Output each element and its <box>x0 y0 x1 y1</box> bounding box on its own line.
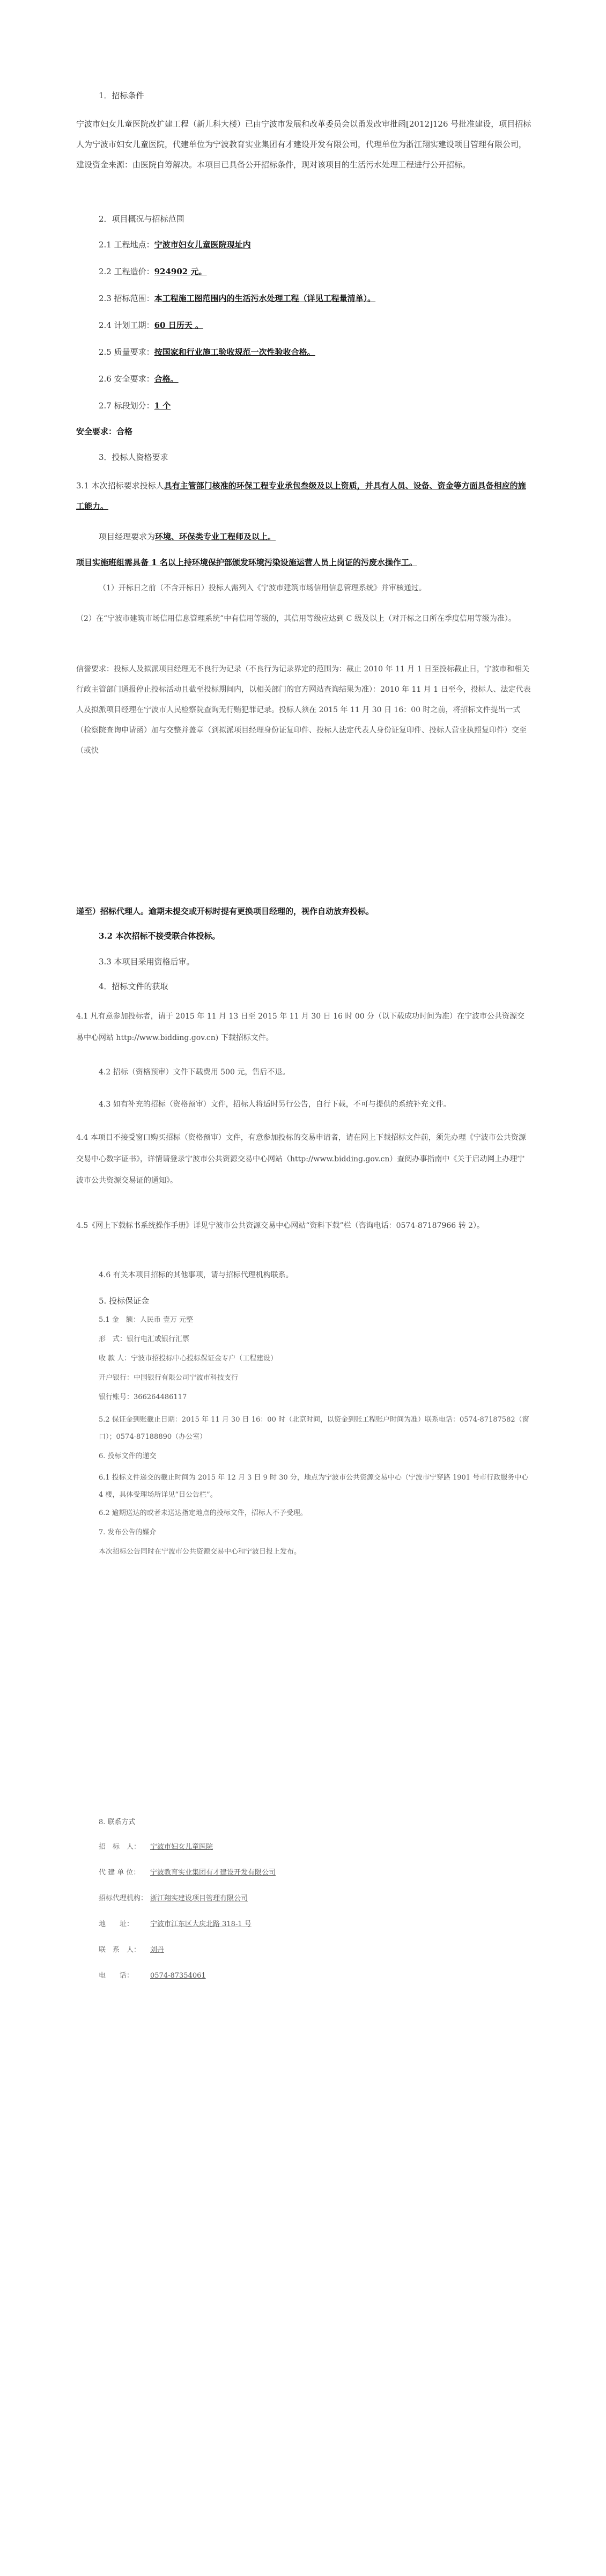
item-2-4-label: 2.4 计划工期： <box>99 320 154 330</box>
section-3-pm-requirement: 环境、环保类专业工程师及以上。 <box>155 532 276 541</box>
section-8-heading: 8. 联系方式 <box>99 1818 136 1826</box>
section-1-paragraph: 宁波市妇女儿童医院改扩建工程（新儿科大楼）已由宁波市发展和改革委员会以甬发改审批函[2012]126 号批准建设，项目招标人为宁波市妇女儿童医院，代建单位为宁波教育实业集团有才建设开发有限公司，代理单位为浙江翔实建设项目管理有限公司，建设资金来源：由医院自筹解决。本项目已具备公开招标条件，现对该项目的生活污水处理工程进行公开招标。 <box>76 119 531 170</box>
item-2-5-value: 按国家和行业施工验收规范一次性验收合格。 <box>154 347 315 357</box>
section-3-pm-prefix: 项目经理要求为 <box>99 532 156 541</box>
section-6-2: 6.2 逾期送达的或者未送达指定地点的投标文件，招标人不予受理。 <box>99 1509 307 1517</box>
item-2-3-value: 本工程施工图范围内的生活污水处理工程（详见工程量清单）。 <box>154 294 376 303</box>
contact-builder-label: 代 建 单 位： <box>99 1869 141 1877</box>
section-3-deadline-note <box>76 906 374 917</box>
item-2-4 <box>99 320 203 331</box>
contact-agency-label: 招标代理机构： <box>99 1894 148 1902</box>
section-4-4: 4.4 本项目不接受窗口购买招标（资格预审）文件，有意参加投标的交易申请者，请在网上下载招标文件前，须先办理《宁波市公共资源交易中心数字证书》，详情请登录宁波市公共资源交易中心网站（http://www.bidding.gov.cn）查阅办事指南中《关于启动网上办理宁波市公共资源交易证的通知》。 <box>76 1133 526 1185</box>
section-3-1-qualification: 具有主管部门核准的环保工程专业承包叁级及以上资质，并具有人员、设备、资金等方面具备相应的施工能力。 <box>76 481 526 511</box>
section-3-heading: 3．投标人资格要求 <box>99 452 168 462</box>
section-5-heading: 5. 投标保证金 <box>99 1296 150 1306</box>
deposit-account: 银行账号：366264486117 <box>99 1393 187 1401</box>
section-3-cond-1: （1）开标日之前（不含开标日）投标人需列入《宁波市建筑市场信用信息管理系统》并审核通过。 <box>99 584 426 592</box>
section-4-3: 4.3 如有补充的招标（资格预审）文件，招标人将适时另行公告，自行下载，不可与提供的系统补充文件。 <box>99 1100 451 1109</box>
contact-address <box>99 1919 252 1930</box>
section-6-1: 6.1 投标文件递交的截止时间为 2015 年 12 月 3 日 9 时 30 分，地点为宁波市公共资源交易中心（宁波市宁穿路 1901 号市行政服务中心 4 楼，具体受理场所详见“日公告栏”。 <box>99 1474 529 1499</box>
section-4-heading: 4．招标文件的获取 <box>99 982 168 991</box>
contact-builder-value: 宁波教育实业集团有才建设开发有限公司 <box>150 1869 276 1877</box>
contact-phone <box>99 1971 206 1981</box>
deposit-amount: 5.1 金 额：人民币 壹万 元整 <box>99 1316 194 1324</box>
deposit-form: 形 式：银行电汇或银行汇票 <box>99 1335 190 1343</box>
contact-tenderer-label: 招 标 人： <box>99 1843 141 1851</box>
item-2-2-label: 2.2 工程造价： <box>99 267 154 276</box>
contact-builder <box>99 1868 276 1878</box>
item-2-6 <box>99 374 179 384</box>
section-3-cond-2: （2）在“宁波市建筑市场信用信息管理系统”中有信用等级的，其信用等级应达到 C 级及以上（对开标之日所在季度信用等级为准）。 <box>76 614 516 623</box>
section-1-heading: 1．招标条件 <box>99 91 144 100</box>
contact-agency-value: 浙江翔实建设项目管理有限公司 <box>150 1894 248 1902</box>
item-2-3 <box>99 293 375 304</box>
contact-phone-value: 0574-87354061 <box>150 1972 206 1980</box>
contact-phone-label: 电 话： <box>99 1972 134 1980</box>
item-2-7-value: 1 个 <box>154 401 171 411</box>
deposit-bank: 开户银行：中国银行有限公司宁波市科技支行 <box>99 1374 239 1382</box>
section-4-2: 4.2 招标（资格预审）文件下载费用 500 元，售后不退。 <box>99 1068 290 1077</box>
contact-address-value: 宁波市江东区大庆北路 318-1 号 <box>150 1920 252 1928</box>
section-7-heading: 7. 发布公告的媒介 <box>99 1528 157 1536</box>
item-2-6-label: 2.6 安全要求： <box>99 374 154 384</box>
section-3-team: 项目实施班组需具备 1 名以上持环境保护部颁发环境污染设施运营人员上岗证的污废水操作工。 <box>76 558 417 567</box>
item-2-7 <box>99 400 171 411</box>
section-4-6: 4.6 有关本项目招标的其他事项，请与招标代理机构联系。 <box>99 1271 293 1279</box>
section-3-1-prefix: 3.1 本次招标要求投标人 <box>76 481 164 491</box>
item-2-7-label: 2.7 标段划分： <box>99 401 154 411</box>
contact-person-value: 刘丹 <box>150 1946 165 1954</box>
item-2-2-value: 924902 元。 <box>154 267 207 276</box>
section-2-heading: 2．项目概况与招标范围 <box>99 214 184 224</box>
item-2-3-label: 2.3 招标范围： <box>99 294 154 303</box>
item-2-5-label: 2.5 质量要求： <box>99 347 154 357</box>
section-3-deadline-text: 递至）招标代理人。逾期未提交或开标时提有更换项目经理的，视作自动放弃投标。 <box>76 906 374 916</box>
section-6-heading: 6. 投标文件的递交 <box>99 1452 157 1460</box>
section-4-5: 4.5《网上下载标书系统操作手册》详见宁波市公共资源交易中心网站“资料下载”栏（咨询电话：0574-87187966 转 2）。 <box>76 1221 485 1230</box>
item-2-1 <box>99 239 251 250</box>
contact-tenderer <box>99 1842 213 1853</box>
contact-address-label: 地 址： <box>99 1920 134 1928</box>
item-2-4-value: 60 日历天 。 <box>154 320 203 330</box>
deposit-deadline: 5.2 保证金到账截止日期：2015 年 11 月 30 日 16：00 时（北京时间，以资金到账工程账户时间为准）联系电话：0574-87187582（窗口）；0574-87188890（办公室） <box>99 1416 529 1441</box>
safety-requirement: 安全要求：合格 <box>76 427 133 436</box>
contact-agency <box>99 1893 248 1904</box>
section-4-1: 4.1 凡有意参加投标者，请于 2015 年 11 月 13 日至 2015 年 11 月 30 日 16 时 00 分（以下载成功时间为准）在宁波市公共资源交易中心网站 http://www.bidding.gov.cn) 下载招标文件。 <box>76 1012 525 1042</box>
section-3-1 <box>76 475 532 516</box>
deposit-payee: 收 款 人：宁波市招投标中心投标保证金专户（工程建设） <box>99 1355 278 1363</box>
section-3-pm <box>99 531 276 542</box>
item-2-2 <box>99 266 206 277</box>
item-2-1-label: 2.1 工程地点： <box>99 240 154 250</box>
contact-person <box>99 1945 164 1956</box>
item-2-5 <box>99 347 315 357</box>
contact-tenderer-value: 宁波市妇女儿童医院 <box>150 1843 213 1851</box>
section-3-credit: 信誉要求：投标人及拟派项目经理无不良行为记录（不良行为记录界定的范围为：截止 2010 年 11 月 1 日至投标截止日，宁波市和相关行政主管部门通报停止投标活动且截至投标期间内，以相关部门的官方网站查询结果为准）：2010 年 11 月 1 日至今，投标人、法定代表人及拟派项目经理在宁波市人民检察院查询无行贿犯罪记录。投标人须在 2015 年 11 月 30 日 16：00 时之前，将招标文件提出一式（检察院查询申请函）加与交整并盖章（到拟派项目经理身份证复印件、投标人法定代表人身份证复印件、投标人营业执照复印件）交至（或快 <box>76 665 531 755</box>
section-3-3: 3.3 本项目采用资格后审。 <box>99 957 195 967</box>
contact-person-label: 联 系 人： <box>99 1946 141 1954</box>
section-7-text: 本次招标公告同时在宁波市公共资源交易中心和宁波日报上发布。 <box>99 1548 301 1556</box>
item-2-1-value: 宁波市妇女儿童医院现址内 <box>154 240 251 250</box>
section-3-2: 3.2 本次招标不接受联合体投标。 <box>99 931 220 941</box>
item-2-6-value: 合格。 <box>154 374 179 384</box>
